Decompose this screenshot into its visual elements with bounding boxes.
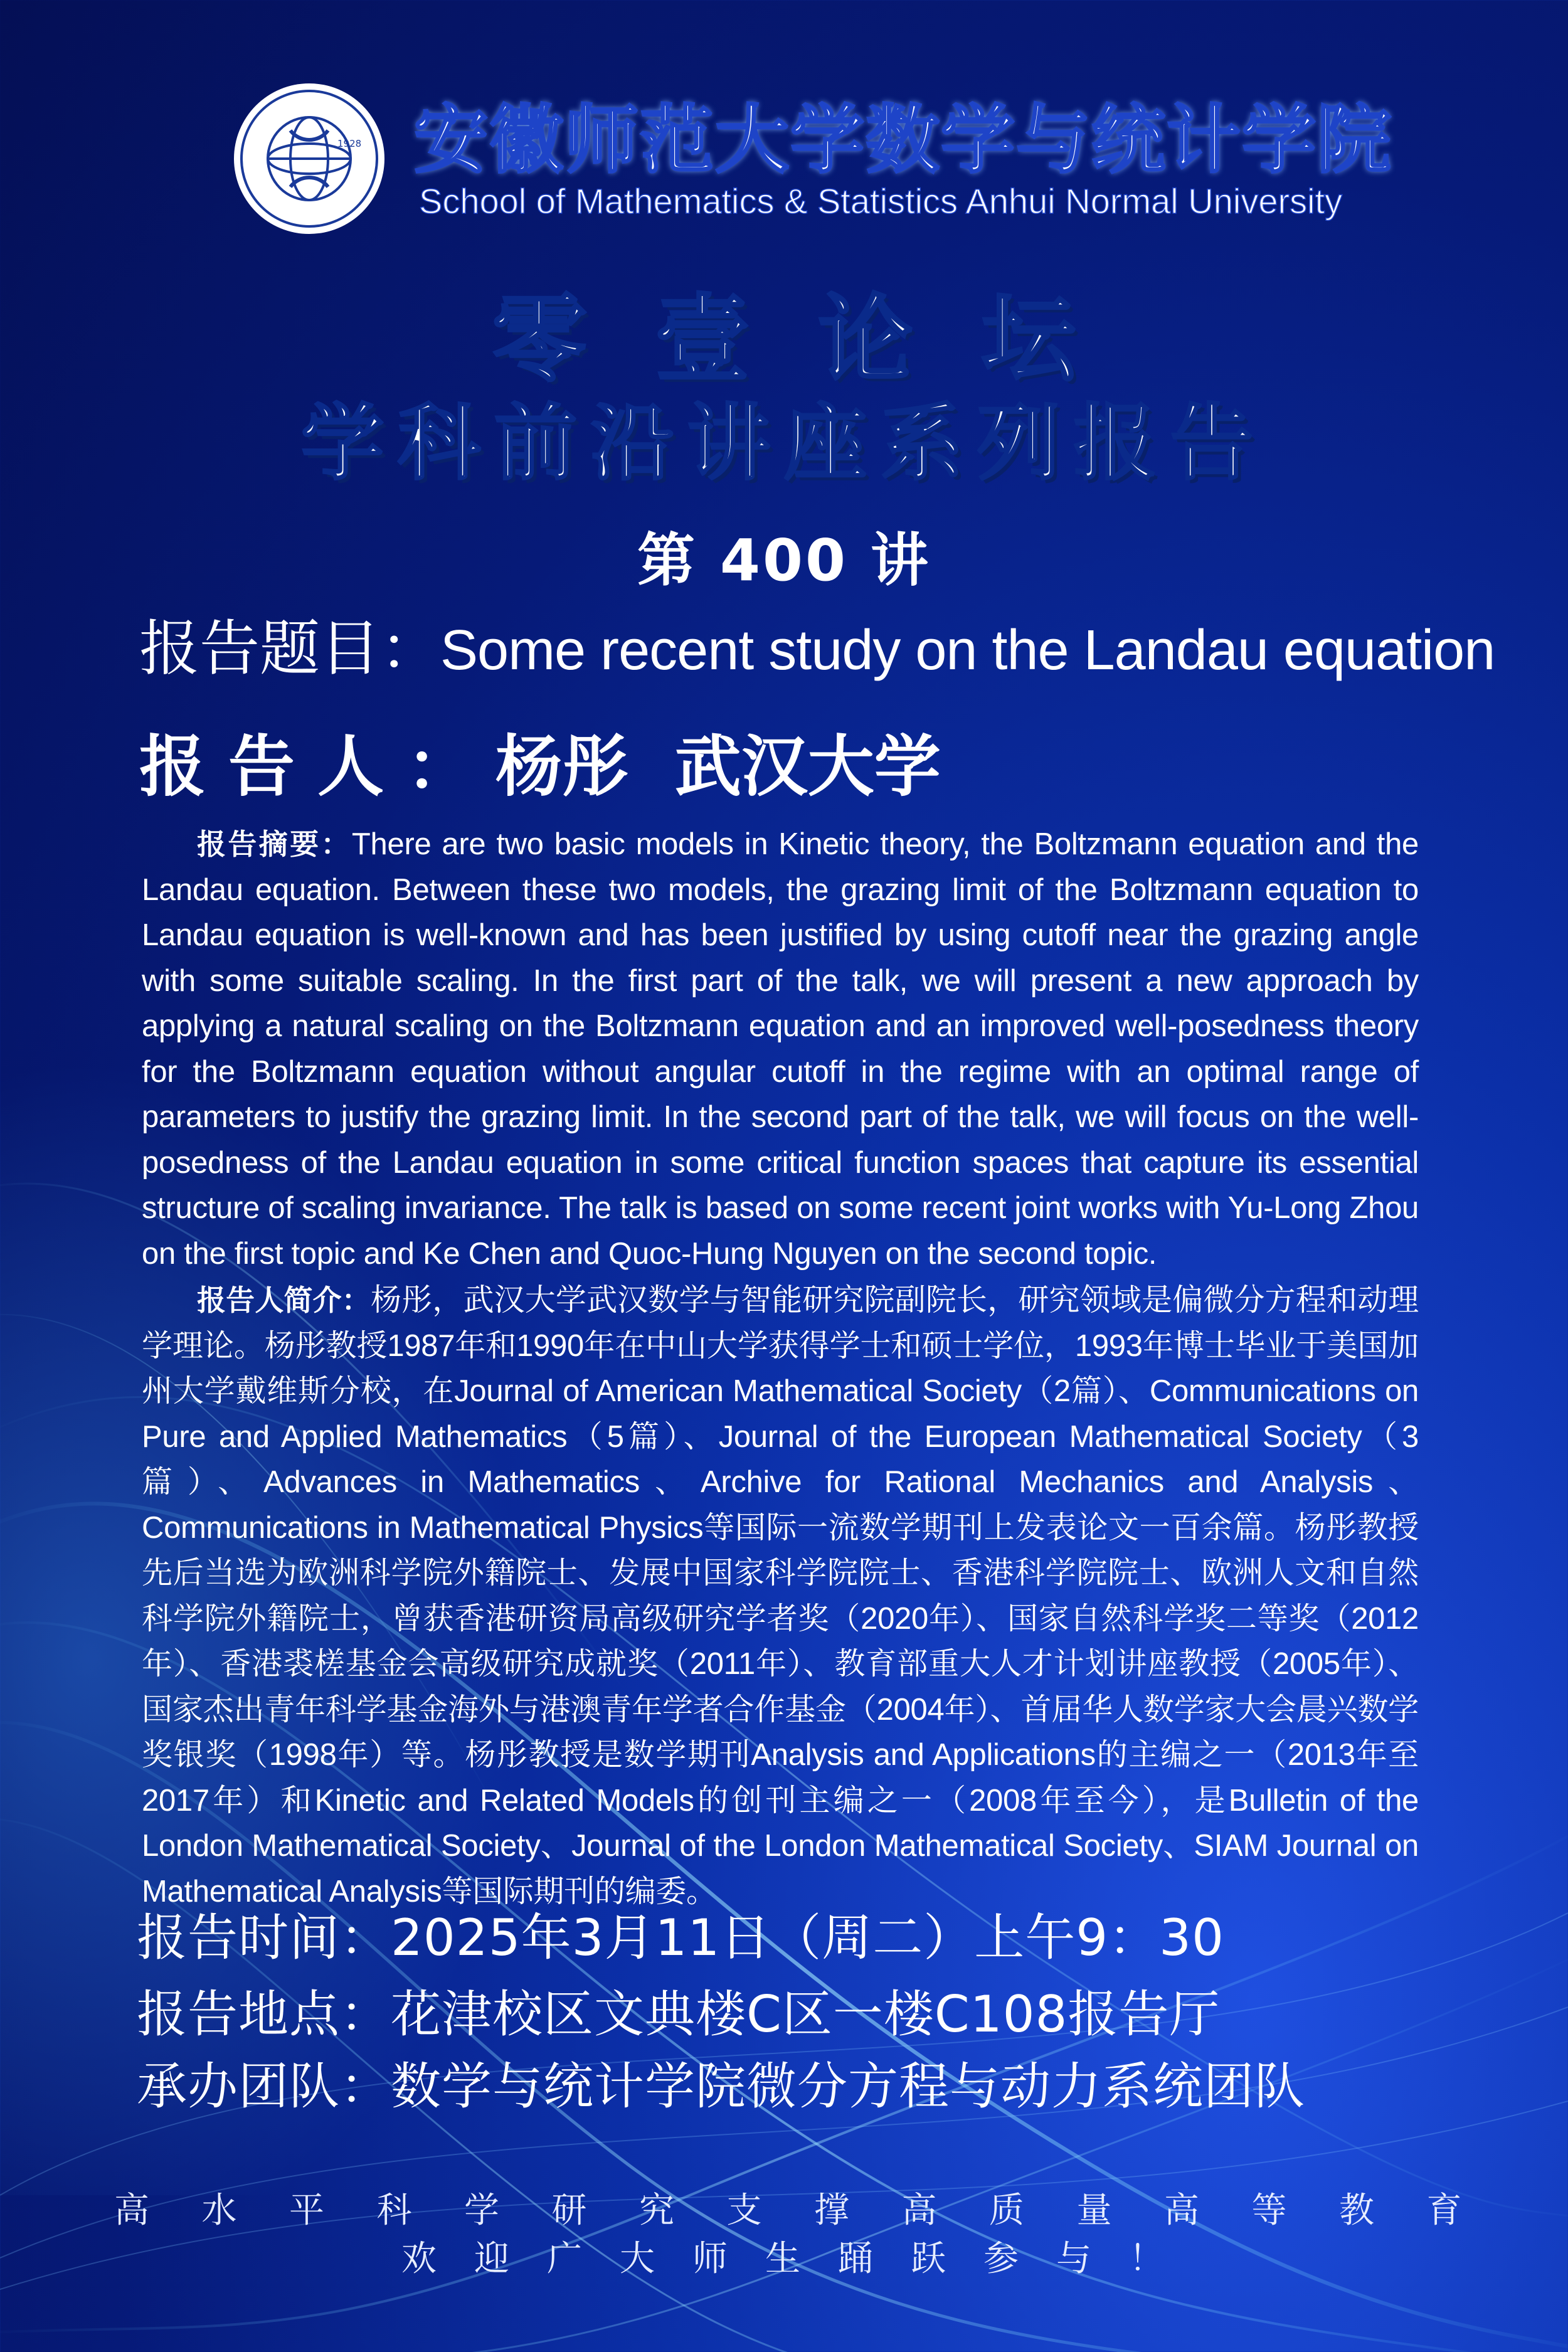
venue-label: 报告地点：	[137, 1985, 391, 2043]
venue-value: 花津校区文典楼C区一楼C108报告厅	[391, 1985, 1221, 2043]
time-label: 报告时间：	[137, 1909, 391, 1967]
bio-paragraph	[142, 1278, 1419, 1914]
abstract-label: 报告摘要：	[197, 827, 352, 861]
bio-label: 报告人简介：	[197, 1283, 371, 1317]
speaker-name: 杨彤 武汉大学	[495, 728, 941, 805]
talk-title-row	[139, 601, 1495, 687]
school-logo	[231, 80, 388, 237]
bio-text: 杨彤，武汉大学武汉数学与智能研究院副院长，研究领域是偏微分方程和动理学理论。杨彤教授1987年和1990年在中山大学获得学士和硕士学位，1993年博士毕业于美国加州大学戴维斯分校，在Journal of American Mathematical Society（2篇）、Communications on Pure and Applied Mathematics（5篇）、Journal of the European Mathematical Society（3篇）、Advances in Mathematics、Archive for Rational Mechanics and Analysis、Communications in Mathematical Physics等国际一流数学期刊上发表论文一百余篇。杨彤教授先后当选为欧洲科学院外籍院士、发展中国家科学院院士、香港科学院院士、欧洲人文和自然科学院外籍院士，曾获香港研资局高级研究学者奖（2020年）、国家自然科学奖二等奖（2012年）、香港裘槎基金会高级研究成就奖（2011年）、教育部重大人才计划讲座教授（2005年）、国家杰出青年科学基金海外与港澳青年学者合作基金（2004年）、首届华人数学家大会晨兴数学奖银奖（1998年）等。杨彤教授是数学期刊Analysis and Applications的主编之一（2013年至2017年）和Kinetic and Related Models的创刊主编之一（2008年至今），是Bulletin of the London Mathematical Society、Journal of the London Mathematical Society、SIAM Journal on Mathematical Analysis等国际期刊的编委。	[142, 1283, 1419, 1909]
abstract-text: There are two basic models in Kinetic theory, the Boltzmann equation and the Landau equation. Between these two models, the grazing limit of the Boltzmann equation to Landau equation is well-known and has been justified by using cutoff near the grazing angle with some suitable scaling. In the first part of the talk, we will present a new approach by applying a natural scaling on the Boltzmann equation and an improved well-posedness theory for the Boltzmann equation without angular cutoff in the regime with an optimal range of parameters to justify the grazing limit. In the second part of the talk, we will focus on the well-posedness of the Landau equation in some critical function spaces that capture its essential structure of scaling invariance. The talk is based on some recent joint works with Yu-Long Zhou on the first topic and Ke Chen and Quoc-Hung Nguyen on the second topic.	[142, 827, 1419, 1271]
school-name-en: School of Mathematics & Statistics Anhui Normal University	[419, 181, 1343, 221]
lecture-series-title: 学科前沿讲座系列报告	[301, 395, 1267, 492]
team-row	[137, 2046, 1305, 2118]
abstract-paragraph	[142, 822, 1419, 1276]
time-row	[137, 1897, 1224, 1969]
lecture-number: 第 400 讲	[637, 527, 931, 594]
venue-row	[137, 1974, 1220, 2046]
slogan-line-2: 欢迎广大师生踊跃参与！	[401, 2238, 1202, 2279]
team-value: 数学与统计学院微分方程与动力系统团队	[391, 2057, 1305, 2116]
time-value: 2025年3月11日（周二）上午9：30	[391, 1909, 1224, 1967]
slogan-line-1: 高水平科学研究支撑高质量高等教育	[114, 2190, 1514, 2231]
speaker-row	[139, 714, 941, 809]
speaker-label: 报告人：	[139, 728, 495, 805]
team-label: 承办团队：	[137, 2057, 391, 2116]
body-text	[142, 822, 1419, 1914]
forum-name: 零壹论坛	[492, 285, 1145, 395]
school-name-cn: 安徽师范大学数学与统计学院	[414, 97, 1393, 183]
talk-title-label: 报告题目：	[139, 613, 440, 684]
logo-year: 1928	[337, 138, 362, 149]
talk-title: Some recent study on the Landau equation	[440, 619, 1495, 682]
